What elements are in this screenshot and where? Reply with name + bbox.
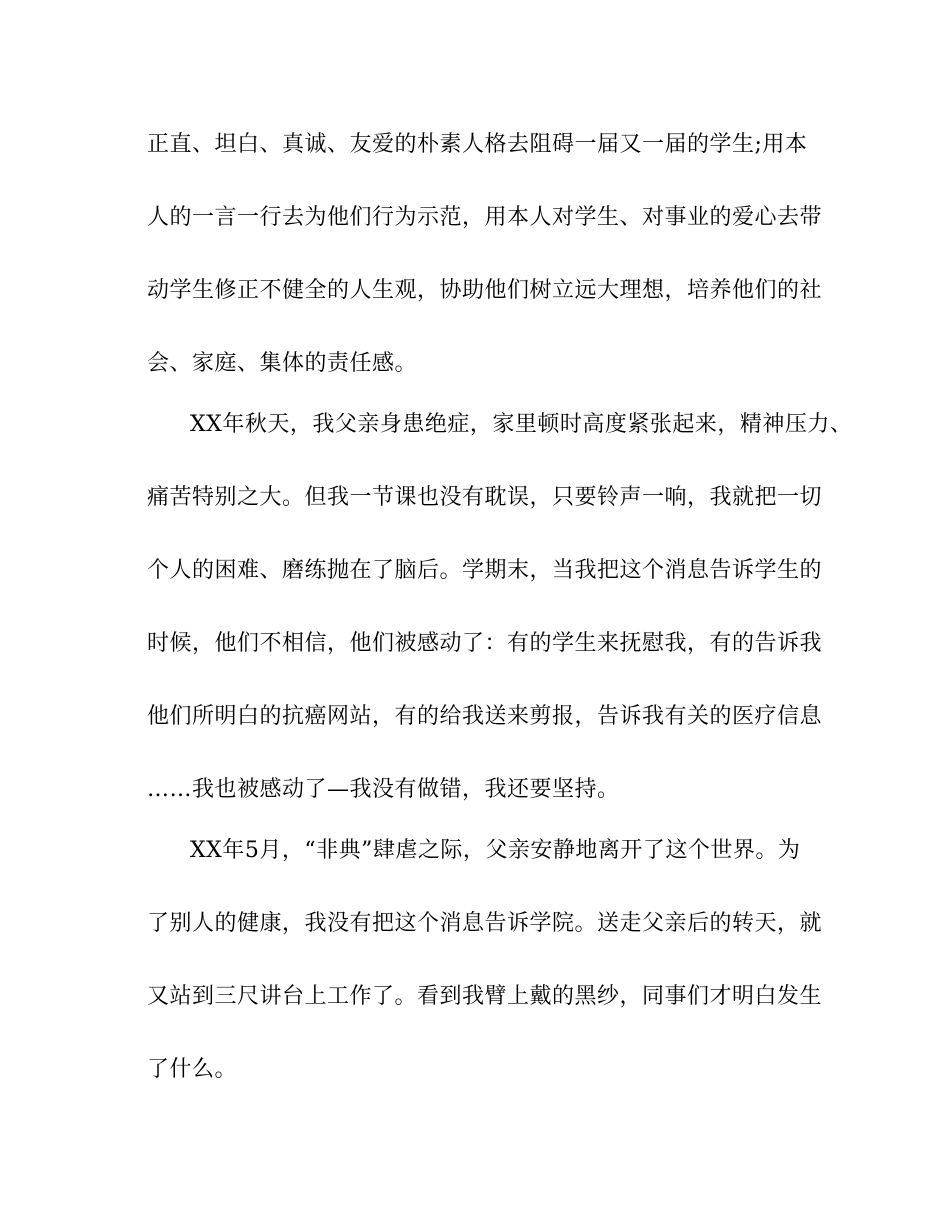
paragraph-3-line-1: XX年5月，“非典”肆虐之际，父亲安静地离开了这个世界。为 bbox=[190, 838, 801, 863]
text-line-10: ……我也被感动了—我没有做错，我还要坚持。 bbox=[147, 777, 620, 802]
paragraph-2-line-1: XX年秋天，我父亲身患绝症，家里顿时高度紧张起来，精神压力、 bbox=[190, 412, 853, 437]
text-line-9: 他们所明白的抗癌网站，有的给我送来剪报，告诉我有关的医疗信息 bbox=[147, 704, 823, 729]
text-line-6: 痛苦特别之大。但我一节课也没有耽误，只要铃声一响，我就把一切 bbox=[147, 485, 823, 510]
text-line-3: 动学生修正不健全的人生观，协助他们树立远大理想，培养他们的社 bbox=[147, 278, 823, 303]
text-line-14: 了什么。 bbox=[147, 1057, 238, 1082]
text-line-7: 个人的困难、磨练抛在了脑后。学期末，当我把这个消息告诉学生的 bbox=[147, 558, 823, 583]
text-line-4: 会、家庭、集体的责任感。 bbox=[147, 351, 418, 376]
text-line-13: 又站到三尺讲台上工作了。看到我臂上戴的黑纱，同事们才明白发生 bbox=[147, 984, 823, 1009]
text-line-1: 正直、坦白、真诚、友爱的朴素人格去阻碍一届又一届的学生;用本 bbox=[147, 132, 808, 157]
text-line-8: 时候，他们不相信，他们被感动了：有的学生来抚慰我，有的告诉我 bbox=[147, 631, 823, 656]
text-line-2: 人的一言一行去为他们行为示范，用本人对学生、对事业的爱心去带 bbox=[147, 205, 823, 230]
text-line-12: 了别人的健康，我没有把这个消息告诉学院。送走父亲后的转天，就 bbox=[147, 911, 823, 936]
